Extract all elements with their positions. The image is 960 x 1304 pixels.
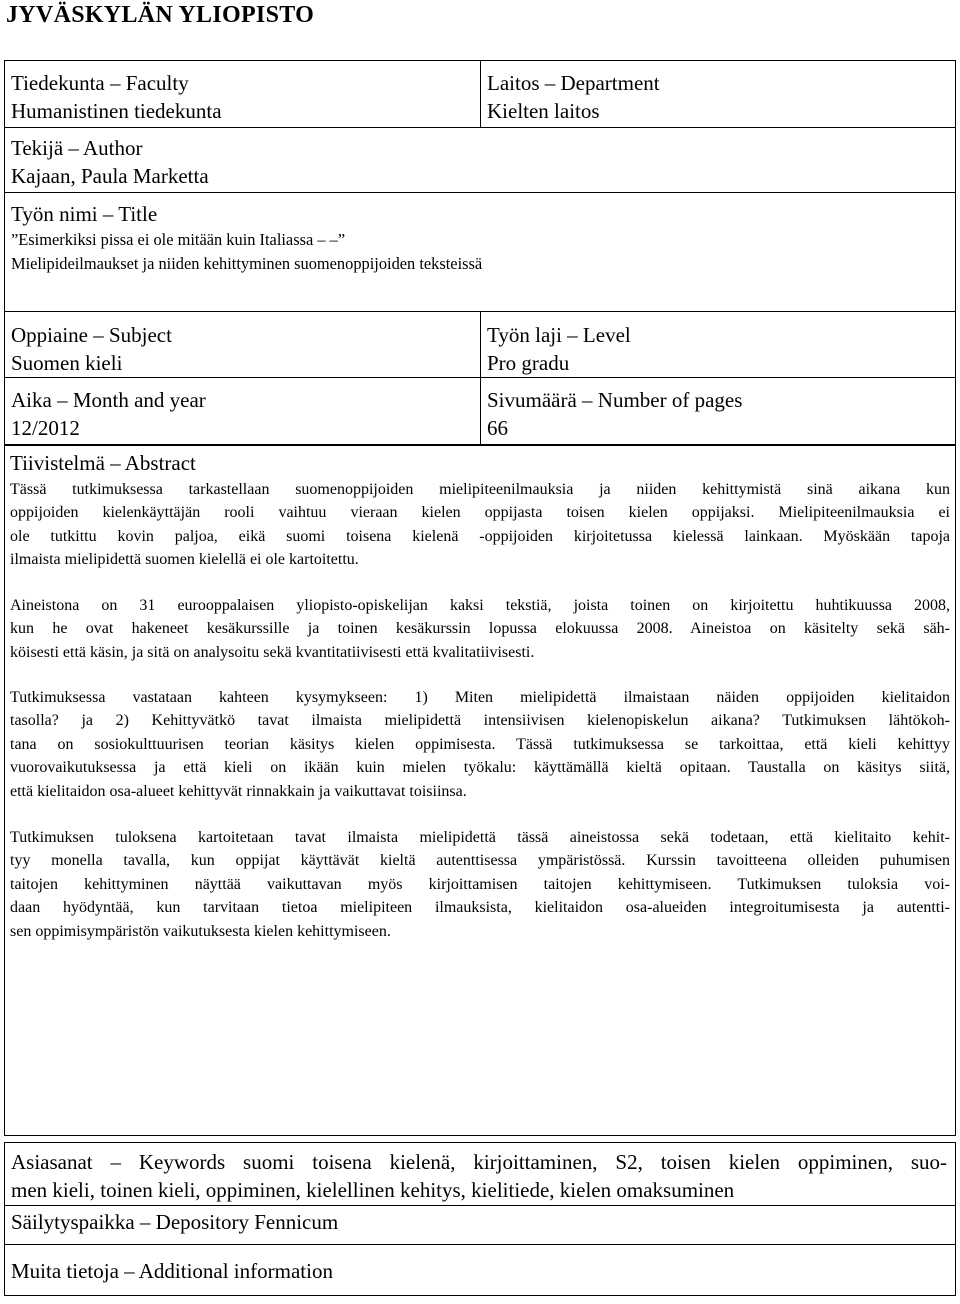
additional-info-text: Muita tietoja – Additional information (11, 1259, 333, 1283)
title-line-2: Mielipideilmaukset ja niiden kehittyminen suomenoppijoiden teksteissä (11, 254, 483, 273)
title-line-1: ”Esimerkiksi pissa ei ole mitään kuin Italiassa – –” (11, 230, 346, 249)
abstract-line: ilmaista mielipidettä suomen kielellä ei ole kartoitettu. (10, 551, 359, 569)
author-label: Tekijä – Author (11, 136, 143, 160)
subject-label: Oppiaine – Subject (11, 323, 172, 347)
department-value: Kielten laitos (487, 99, 600, 123)
abstract-line: ole tutkittu kovin paljoa, eikä suomi toisena kielenä -oppijoiden kirjoitetussa kielessä lainkaan. Myöskään tapoja (10, 527, 950, 545)
keywords-cell (4, 1142, 956, 1206)
abstract-line: tana on sosiokulttuurisen teorian käsitys kielen oppimisesta. Tässä tutkimuksessa se tarkoittaa, että kieli kehittyy (10, 735, 950, 753)
abstract-line: Tutkimuksessa vastataan kahteen kysymykseen: 1) Miten mielipidettä ilmaistaan näiden oppijoiden kielitaidon (10, 689, 950, 706)
abstract-label: Tiivistelmä – Abstract (10, 451, 196, 475)
depository-text: Säilytyspaikka – Depository Fennicum (11, 1210, 339, 1234)
pages-value: 66 (487, 416, 508, 440)
abstract-line: sen oppimisympäristön vaikutuksesta kielen kehittymiseen. (10, 922, 391, 940)
department-cell (480, 60, 956, 128)
level-value: Pro gradu (487, 351, 570, 375)
department-label: Laitos – Department (487, 71, 660, 95)
author-cell (4, 127, 956, 193)
abstract-paragraph-4 (10, 826, 950, 943)
abstract-line: köisesti että käsin, ja sitä on analysoitu sekä kvantitatiivisesti että kvalitatiivisesti. (10, 643, 535, 661)
level-label: Työn laji – Level (487, 323, 631, 347)
abstract-line: tasolla? ja 2) Kehittyvätkö tavat ilmaista mielipidettä intensiivisen kielenopiskelun aikana? Tutkimuksen lähtökoh- (10, 712, 950, 730)
abstract-line: Aineistona on 31 eurooppalaisen yliopisto-opiskelijan kaksi tekstiä, joista toinen on kirjoitettu huhtikuussa 2008, (10, 597, 950, 614)
abstract-line: Tässä tutkimuksessa tarkastellaan suomenoppijoiden mielipiteenilmauksia ja niiden kehittymistä sinä aikana kun (10, 481, 950, 498)
abstract-line: kun he ovat hakeneet kesäkurssille ja toinen kesäkurssin lopussa elokuussa 2008. Aineistoa on käsitelty sekä säh- (10, 620, 950, 638)
depository-cell (4, 1205, 956, 1245)
subject-value: Suomen kieli (11, 351, 123, 375)
abstract-line: tyy monella tavalla, kun oppijat käyttävät kieltä autenttisessa ympäristössä. Kurssin tavoitteena olleiden puhumisen (10, 852, 950, 870)
title-cell (4, 192, 956, 312)
date-label: Aika – Month and year (11, 388, 206, 412)
abstract-line: vuorovaikutuksessa ja että kieli on ikään kuin mielen työkalu: käyttämällä kieltä opitaan. Taustalla on käsitys siitä, (10, 759, 950, 777)
abstract-line: että kielitaidon osa-alueet kehittyvät rinnakkain ja vaikuttavat toisiinsa. (10, 782, 467, 800)
pages-cell (480, 377, 956, 445)
abstract-paragraph-1 (10, 478, 950, 572)
abstract-line: Tutkimuksen tuloksena kartoitetaan tavat ilmaista mielipidettä tässä aineistossa sekä todetaan, että kielitaito kehit- (10, 829, 950, 846)
keywords-line-1: Asiasanat – Keywords suomi toisena kielenä, kirjoittaminen, S2, toisen kielen oppiminen, suo- (11, 1150, 947, 1174)
keywords-line-2: men kieli, toinen kieli, oppiminen, kielellinen kehitys, kielitiede, kielen omaksuminen (11, 1178, 735, 1202)
abstract-paragraph-2 (10, 594, 950, 664)
faculty-label: Tiedekunta – Faculty (11, 71, 189, 95)
author-value: Kajaan, Paula Marketta (11, 164, 209, 188)
title-label: Työn nimi – Title (11, 202, 158, 226)
abstract-line: daan hyödyntää, kun tarvitaan tietoa mielipiteen ilmauksista, kielitaidon osa-alueiden integroitumisesta ja autentti- (10, 899, 950, 917)
date-cell (4, 377, 480, 445)
faculty-cell (4, 60, 480, 128)
additional-info-cell (4, 1244, 956, 1296)
abstract-divider (4, 444, 956, 446)
level-cell (480, 311, 956, 378)
faculty-value: Humanistinen tiedekunta (11, 99, 222, 123)
abstract-line: oppijoiden kielenkäyttäjän rooli vaihtuu vieraan kielen oppijasta toisen kielen oppijaksi. Mielipiteenilmauksia ei (10, 504, 950, 522)
pages-label: Sivumäärä – Number of pages (487, 388, 743, 412)
university-name: JYVÄSKYLÄN YLIOPISTO (6, 2, 315, 28)
subject-cell (4, 311, 480, 378)
date-value: 12/2012 (11, 416, 80, 440)
abstract-paragraph-3 (10, 686, 950, 803)
abstract-line: taitojen kehittyminen näyttää vaikuttavan myös kirjoittamisen taitojen kehittymiseen. Tutkimuksen tuloksia voi- (10, 875, 950, 893)
